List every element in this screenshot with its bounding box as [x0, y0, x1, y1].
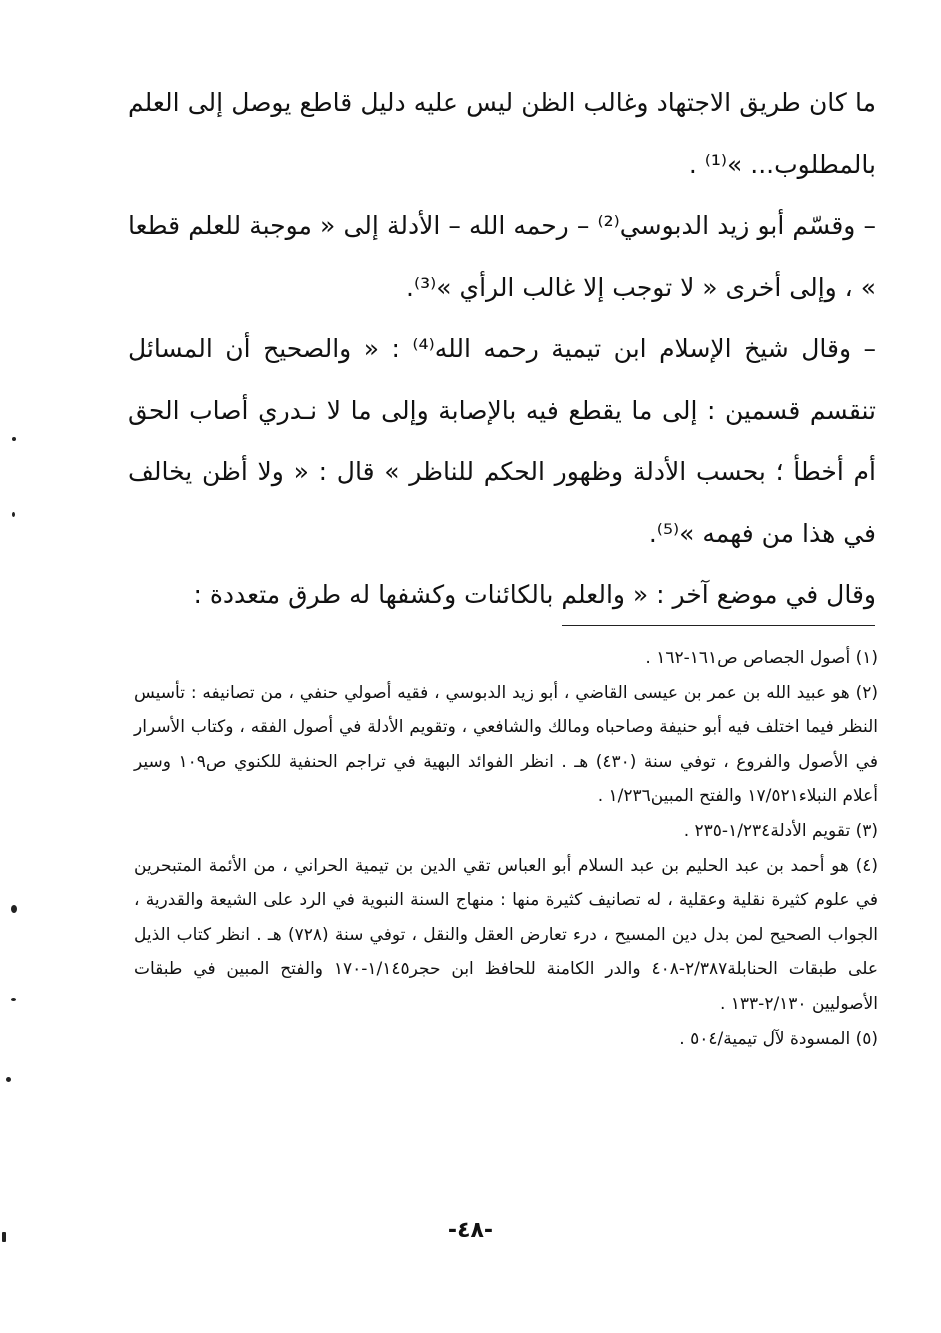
paragraph: وقال في موضع آخر : « والعلم بالكائنات وكشفها له طرق متعددة :: [193, 580, 876, 609]
scan-mark: [12, 437, 16, 441]
paragraph: – وقال شيخ الإسلام ابن تيمية رحمه الله⁽⁴⁾ : « والصحيح أن المسائل تنقسم قسمين : إلى ما يقطع فيه بالإصابة وإلى ما لا نـدري أصاب الحق أم أخطأ ؛ بحسب الأدلة وظهور الحكم للناظر » قال : « ولا أظن يخالف في هذا من فهمه »⁽⁵⁾.: [128, 334, 877, 548]
footnote: (٤) هو أحمد بن عبد الحليم بن عبد السلام أبو العباس تقي الدين بن تيمية الحراني ، من الأئمة المتبحرين في علوم كثيرة نقلية وعقلية ، له تصانيف كثيرة منها : منهاج السنة النبوية في الرد على الشيعة والقدرية ، الجواب الصحيح لمن بدل دين المسيح ، درء تعارض العقل والنقل ، توفي سنة (٧٢٨) هـ . انظر كتاب الذيل على طبقات الحنابلة٢/٣٨٧-٤٠٨ والدر الكامنة للحافظ ابن حجر١/١٤٥-١٧٠ والفتح المبين في طبقات الأصوليين ٢/١٣٠-١٣٣ .: [134, 855, 878, 1014]
footnote-separator: [562, 625, 875, 626]
footnotes: [134, 641, 878, 1056]
paragraph: ما كان طريق الاجتهاد وغالب الظن ليس عليه دليل قاطع يوصل إلى العلم بالمطلوب... »⁽¹⁾ .: [128, 88, 876, 179]
footnote: (٢) هو عبيد الله بن عمر بن عيسى القاضي ، أبو زيد الدبوسي ، فقيه أصولي حنفي ، من تصانيفه : تأسيس النظر فيما اختلف فيه أبو حنيفة وصاحباه ومالك والشافعي ، وتقويم الأدلة في أصول الفقه ، وكتاب الأسرار في الأصول والفروع ، توفي سنة (٤٣٠) هـ . انظر الفوائد البهية في تراجم الحنفية للكنوي ص١٠٩ وسير أعلام النبلاء١٧/٥٢١ والفتح المبين١/٢٣٦ .: [134, 682, 878, 807]
footnote: (١) أصول الجصاص ص١٦١-١٦٢ .: [645, 648, 878, 668]
page-number: -٤٨-: [447, 1218, 494, 1243]
main-text: [128, 72, 876, 626]
scan-mark: [11, 998, 16, 1001]
footnote: (٥) المسودة لآل تيمية/٥٠٤ .: [679, 1028, 878, 1049]
scan-mark: [2, 1232, 6, 1242]
paragraph: – وقسّم أبو زيد الدبوسي⁽²⁾ – رحمه الله – الأدلة إلى « موجبة للعلم قطعا » ، وإلى أخرى « لا توجب إلا غالب الرأي »⁽³⁾.: [128, 211, 876, 302]
scan-mark: [12, 512, 15, 517]
scan-mark: [11, 905, 17, 913]
footnote: (٣) تقويم الأدلة١/٢٣٤-٢٣٥ .: [683, 820, 878, 841]
scan-mark: [6, 1077, 11, 1082]
